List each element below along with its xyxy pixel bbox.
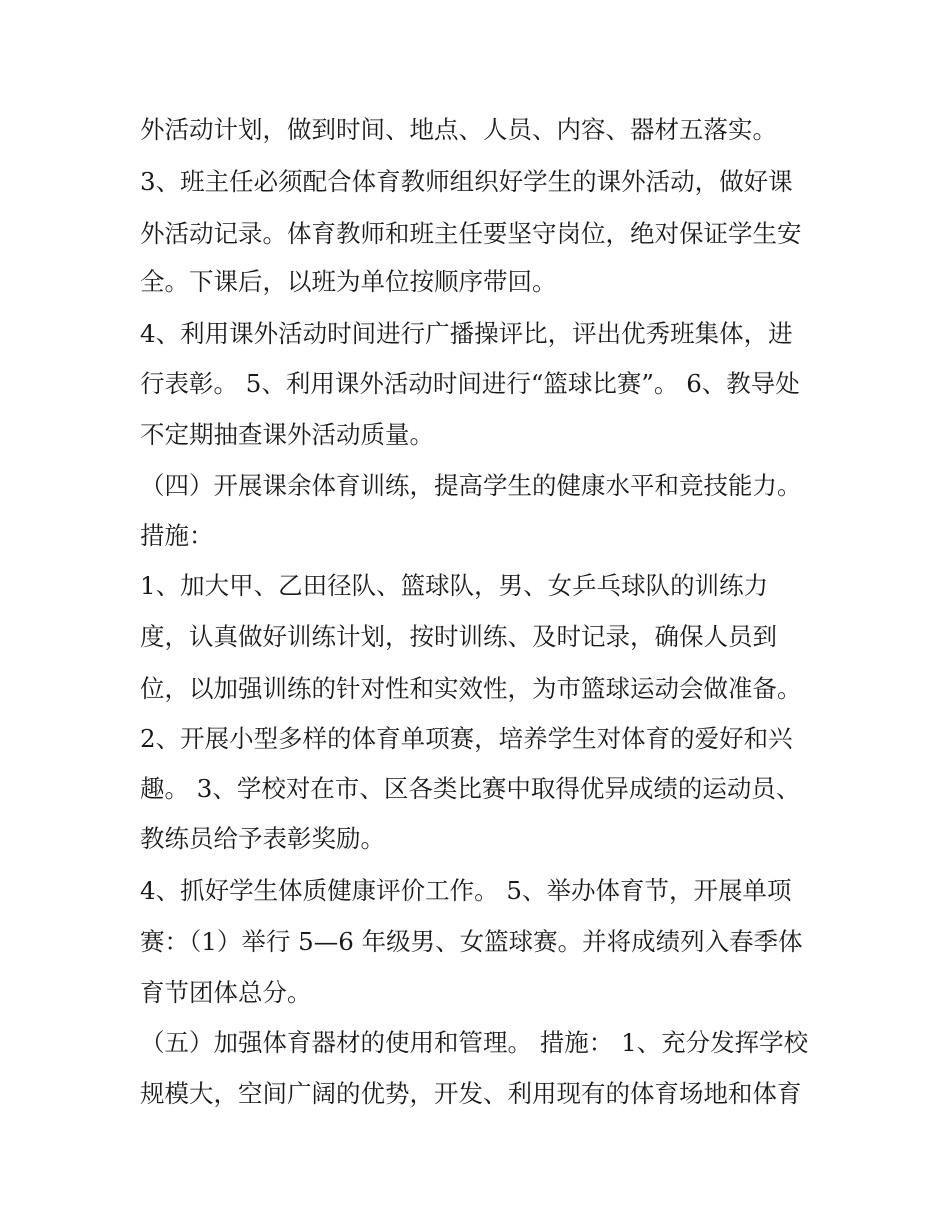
text-line-5: 4、利用课外活动时间进行广播操评比，评出优秀班集体，进	[140, 319, 793, 348]
text-line-4: 全。下课后，以班为单位按顺序带回。	[140, 267, 557, 296]
text-line-9: 措施：	[140, 521, 214, 550]
text-line-18: 育节团体总分。	[140, 978, 312, 1007]
text-line-12: 位，以加强训练的针对性和实效性，为市篮球运动会做准备。	[140, 674, 802, 703]
text-line-14: 趣。 3、学校对在市、区各类比赛中取得优异成绩的运动员、	[140, 774, 801, 803]
text-line-20: 规模大，空间广阔的优势，开发、利用现有的体育场地和体育	[140, 1079, 802, 1108]
text-line-2: 3、班主任必须配合体育教师组织好学生的课外活动，做好课	[140, 167, 793, 196]
text-line-11: 度，认真做好训练计划，按时训练、及时记录，确保人员到	[140, 622, 777, 651]
text-line-10: 1、加大甲、乙田径队、篮球队，男、女乒乓球队的训练力	[140, 571, 769, 600]
text-line-19: （五）加强体育器材的使用和管理。 措施： 1、充分发挥学校	[140, 1028, 809, 1057]
text-line-17: 赛：（1）举行 5—6 年级男、女篮球赛。并将成绩列入春季体	[140, 927, 803, 956]
text-line-6: 行表彰。 5、利用课外活动时间进行“篮球比赛”。 6、教导处	[140, 369, 800, 398]
text-line-7: 不定期抽查课外活动质量。	[140, 420, 434, 449]
text-line-13: 2、开展小型多样的体育单项赛，培养学生对体育的爱好和兴	[140, 724, 793, 753]
text-line-3: 外活动记录。体育教师和班主任要坚守岗位，绝对保证学生安	[140, 219, 802, 248]
text-line-8: （四）开展课余体育训练，提高学生的健康水平和竞技能力。	[140, 471, 802, 500]
text-line-15: 教练员给予表彰奖励。	[140, 824, 385, 853]
text-line-1: 外活动计划，做到时间、地点、人员、内容、器材五落实。	[140, 115, 777, 144]
text-line-16: 4、抓好学生体质健康评价工作。 5、举办体育节，开展单项	[140, 876, 792, 905]
